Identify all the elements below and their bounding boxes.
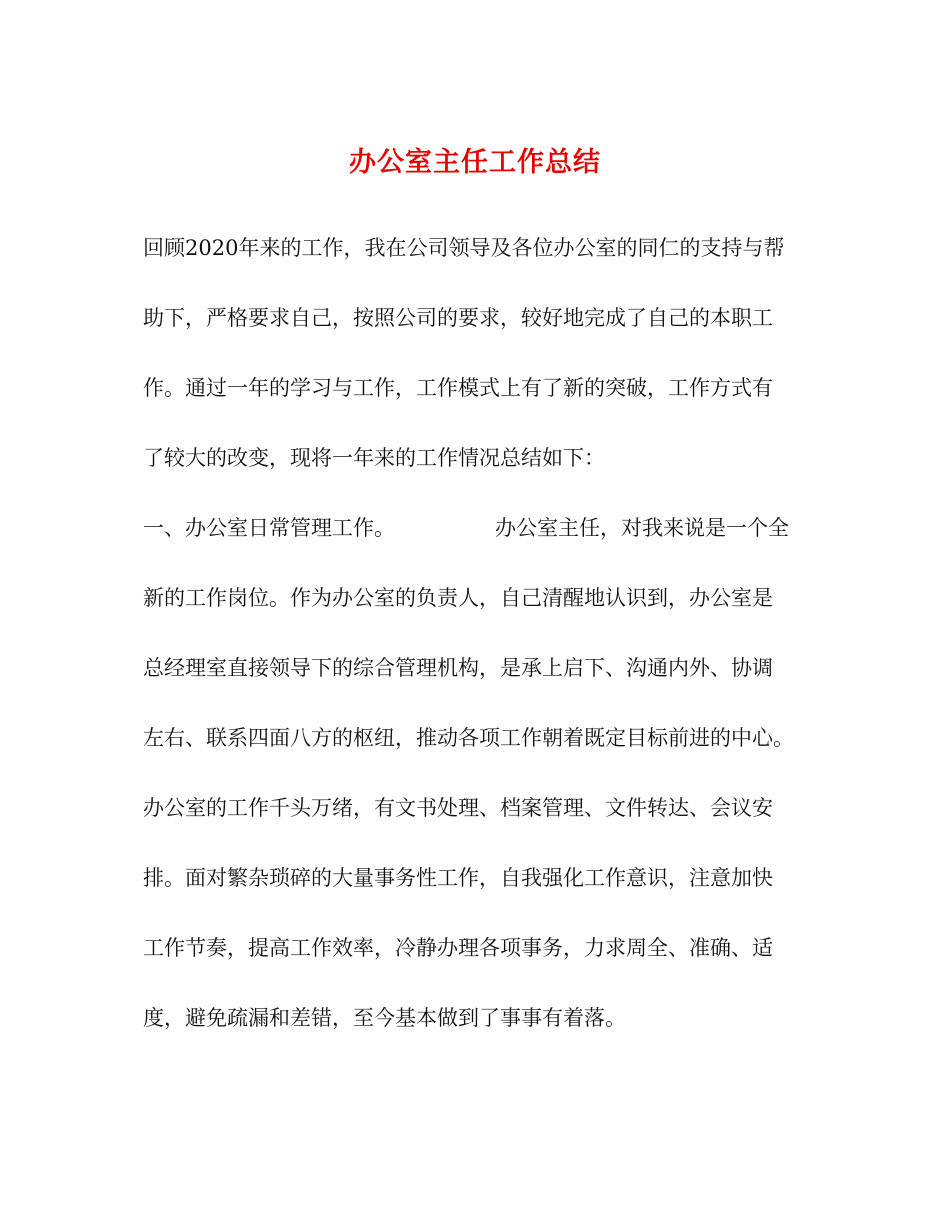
section-1-heading: 一、办公室日常管理工作。	[143, 516, 395, 540]
body-line: 作。通过一年的学习与工作，工作模式上有了新的突破，工作方式有	[143, 376, 773, 400]
body-line: 工作节奏，提高工作效率，冷静办理各项事务，力求周全、准确、适	[143, 936, 773, 960]
body-line: 度，避免疏漏和差错，至今基本做到了事事有着落。	[143, 1006, 626, 1030]
body-line: 总经理室直接领导下的综合管理机构，是承上启下、沟通内外、协调	[143, 656, 773, 680]
body-line: 回顾2020年来的工作，我在公司领导及各位办公室的同仁的支持与帮	[143, 236, 785, 260]
document-title: 办公室主任工作总结	[349, 147, 601, 178]
document-body	[143, 218, 823, 1058]
section-1-first-text: 办公室主任，对我来说是一个全	[495, 516, 789, 540]
body-line: 排。面对繁杂琐碎的大量事务性工作，自我强化工作意识，注意加快	[143, 866, 773, 890]
body-line: 了较大的改变，现将一年来的工作情况总结如下：	[143, 446, 605, 470]
body-line: 新的工作岗位。作为办公室的负责人，自己清醒地认识到，办公室是	[143, 586, 773, 610]
body-line: 左右、联系四面八方的枢纽，推动各项工作朝着既定目标前进的中心。	[143, 726, 794, 750]
body-line: 助下，严格要求自己，按照公司的要求，较好地完成了自己的本职工	[143, 306, 773, 330]
body-line: 办公室的工作千头万绪，有文书处理、档案管理、文件转达、会议安	[143, 796, 773, 820]
section-1-first-line	[143, 498, 823, 568]
